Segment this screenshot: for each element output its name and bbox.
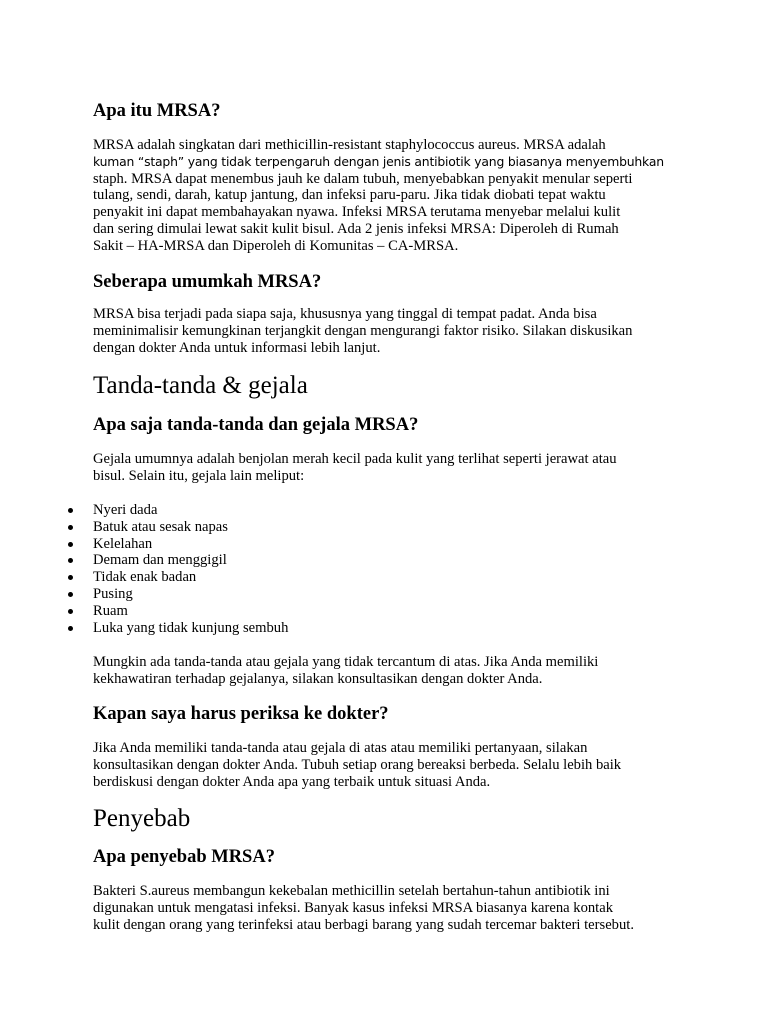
- section-title-causes: Penyebab: [93, 805, 191, 832]
- list-item-label: Ruam: [93, 602, 128, 619]
- list-item: [93, 552, 288, 569]
- text-line: staph. MRSA dapat menembus jauh ke dalam tubuh, menyebabkan penyakit menular seperti: [93, 170, 633, 187]
- text-line: konsultasikan dengan dokter Anda. Tubuh setiap orang bereaksi berbeda. Selalu lebih baik: [93, 756, 622, 773]
- bullet-icon: [68, 575, 73, 580]
- list-item: [93, 502, 288, 519]
- list-item-label: Nyeri dada: [93, 502, 158, 518]
- text-line: kekhawatiran terhadap gejalanya, silakan konsultasikan dengan dokter Anda.: [93, 670, 543, 687]
- list-item: [93, 536, 288, 553]
- heading-when-doctor: Kapan saya harus periksa ke dokter?: [93, 704, 389, 724]
- text-line: MRSA bisa terjadi pada siapa saja, khususnya yang tinggal di tempat padat. Anda bisa: [93, 306, 597, 322]
- text-line: digunakan untuk mengatasi infeksi. Banyak kasus infeksi MRSA biasanya karena kontak: [93, 899, 614, 916]
- paragraph-signs-intro: [93, 451, 683, 485]
- paragraph-causes: [93, 883, 683, 933]
- section-title-signs: Tanda-tanda & gejala: [93, 372, 308, 399]
- heading-signs-symptoms: Apa saja tanda-tanda dan gejala MRSA?: [93, 415, 419, 435]
- list-item: [93, 620, 288, 637]
- text-line: Mungkin ada tanda-tanda atau gejala yang tidak tercantum di atas. Jika Anda memiliki: [93, 654, 599, 670]
- list-item-label: Pusing: [93, 585, 133, 602]
- bullet-icon: [68, 626, 73, 631]
- bullet-icon: [68, 558, 73, 563]
- text-line: Gejala umumnya adalah benjolan merah kecil pada kulit yang terlihat seperti jerawat atau: [93, 451, 617, 467]
- text-line: Bakteri S.aureus membangun kekebalan methicillin setelah bertahun-tahun antibiotik ini: [93, 883, 610, 899]
- list-item: [93, 519, 288, 536]
- paragraph-when-doctor: [93, 740, 683, 790]
- list-item-label: Tidak enak badan: [93, 569, 197, 586]
- heading-what-is-mrsa: Apa itu MRSA?: [93, 101, 221, 121]
- paragraph-signs-outro: [93, 654, 683, 688]
- text-line: dan sering dimulai lewat sakit kulit bisul. Ada 2 jenis infeksi MRSA: Diperoleh di Rumah: [93, 220, 619, 237]
- symptom-list: [93, 502, 288, 636]
- list-item: [93, 586, 288, 603]
- list-item: [93, 603, 288, 620]
- text-line: kuman “staph” yang tidak terpengaruh dengan jenis antibiotik yang biasanya menyembuhkan: [93, 153, 664, 169]
- list-item-label: Demam dan menggigil: [93, 552, 227, 569]
- text-line: MRSA adalah singkatan dari methicillin-resistant staphylococcus aureus. MRSA adalah: [93, 137, 606, 153]
- paragraph-how-common: [93, 306, 683, 356]
- text-line: berdiskusi dengan dokter Anda apa yang terbaik untuk situasi Anda.: [93, 773, 491, 790]
- text-line: penyakit ini dapat membahayakan nyawa. Infeksi MRSA terutama menyebar melalui kulit: [93, 204, 621, 221]
- bullet-icon: [68, 508, 73, 513]
- text-line: Jika Anda memiliki tanda-tanda atau gejala di atas atau memiliki pertanyaan, silakan: [93, 740, 588, 756]
- text-line: kulit dengan orang yang terinfeksi atau berbagi barang yang sudah tercemar bakteri tersebut.: [93, 916, 634, 933]
- bullet-icon: [68, 525, 73, 530]
- list-item-label: Batuk atau sesak napas: [93, 518, 228, 535]
- bullet-icon: [68, 542, 73, 547]
- text-line: tulang, sendi, darah, katup jantung, dan infeksi paru-paru. Jika tidak diobati tepat waktu: [93, 187, 606, 204]
- list-item-label: Kelelahan: [93, 535, 153, 552]
- heading-causes: Apa penyebab MRSA?: [93, 847, 275, 867]
- text-line: meminimalisir kemungkinan terjangkit dengan mengurangi faktor risiko. Silakan diskusikan: [93, 322, 633, 339]
- bullet-icon: [68, 609, 73, 614]
- text-line: dengan dokter Anda untuk informasi lebih lanjut.: [93, 339, 381, 356]
- heading-how-common: Seberapa umumkah MRSA?: [93, 272, 322, 292]
- text-line: Sakit – HA-MRSA dan Diperoleh di Komunitas – CA-MRSA.: [93, 237, 459, 254]
- paragraph-what-is-mrsa: [93, 137, 683, 255]
- bullet-icon: [68, 592, 73, 597]
- list-item: [93, 569, 288, 586]
- text-line: bisul. Selain itu, gejala lain meliput:: [93, 467, 305, 484]
- list-item-label: Luka yang tidak kunjung sembuh: [93, 619, 289, 636]
